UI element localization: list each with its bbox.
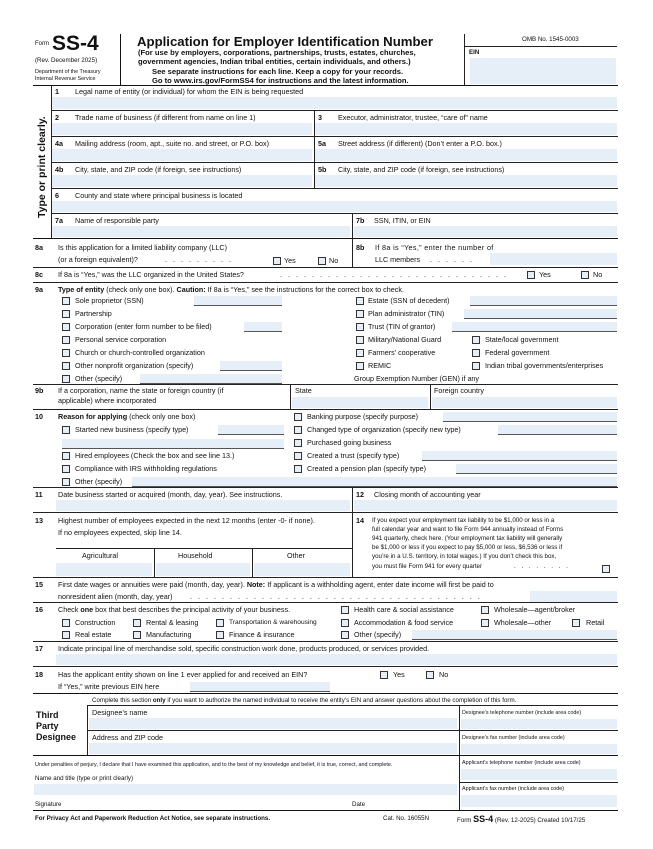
other-reason-field[interactable] — [132, 477, 617, 487]
form-label: Form — [35, 41, 49, 47]
remic-checkbox[interactable] — [356, 362, 364, 370]
care-of-name-field[interactable] — [315, 123, 617, 135]
line-12-label: Closing month of accounting year — [374, 490, 481, 499]
other-nonprofit-checkbox[interactable] — [62, 362, 70, 370]
reason-title: Reason for applying — [58, 412, 128, 421]
dot-leader: . . . . . . . . . . . . . . . . . . . . . . . . . . . . . . . . . . . . . — [190, 592, 482, 601]
line-8b-label: If 8a is “Yes,” enter the number of — [375, 243, 494, 252]
household-field[interactable] — [156, 563, 250, 576]
third-party-heading-1: Third — [36, 710, 59, 720]
designee-fax-field[interactable] — [461, 744, 617, 754]
other-nonprofit-field[interactable] — [220, 361, 282, 371]
line-6-number: 6 — [55, 191, 59, 200]
form-footer-id — [457, 814, 585, 824]
first-wages-date-field[interactable] — [530, 591, 617, 602]
8c-no-checkbox[interactable] — [581, 271, 589, 279]
retail-label: Retail — [586, 618, 605, 627]
line-8c-number: 8c — [35, 270, 43, 279]
other-activity-checkbox[interactable] — [341, 631, 349, 639]
third-party-heading-3: Designee — [36, 732, 77, 742]
line-16-text-a: Check — [58, 605, 81, 614]
line-5b-label: City, state, and ZIP code (if foreign, see instructions) — [338, 165, 505, 174]
line-15-number: 15 — [35, 580, 43, 589]
irs-withholding-label: Compliance with IRS withholding regulations — [75, 464, 217, 473]
purchased-business-checkbox[interactable] — [294, 439, 302, 447]
farmers-coop-label: Farmers’ cooperative — [368, 348, 436, 357]
federal-gov-label: Federal government — [485, 348, 550, 357]
line-7a-label: Name of responsible party — [75, 216, 159, 225]
line-8a-number: 8a — [35, 243, 43, 252]
remic-label: REMIC — [368, 361, 392, 370]
line-14-text-3: 941 quarterly, check here. (Your employment tax liability will generally — [372, 535, 563, 542]
line-14-text-4: be $1,000 or less if you expect to pay $5,000 or less, $6,536 or less if — [372, 544, 563, 551]
ein-label: EIN — [469, 49, 480, 56]
line-14-number: 14 — [356, 516, 364, 525]
applicant-phone-field[interactable] — [461, 769, 617, 780]
line-5a-label: Street address (if different) (Don’t enter a P.O. box.) — [338, 139, 502, 148]
transportation-label: Transportation & warehousing — [229, 619, 317, 626]
applicant-fax-field[interactable] — [461, 795, 617, 807]
18-no-label: No — [439, 670, 449, 679]
type-of-entity-note: (check only one box). — [104, 285, 177, 294]
sole-proprietor-ssn-field[interactable] — [194, 296, 282, 306]
hired-employees-checkbox[interactable] — [62, 452, 70, 460]
street-city-field[interactable] — [315, 175, 617, 187]
other-nonprofit-label: Other nonprofit organization (specify) — [75, 361, 194, 370]
line-18-label: Has the applicant entity shown on line 1 ever applied for and received an EIN? — [58, 670, 308, 679]
rental-leasing-label: Rental & leasing — [146, 618, 199, 627]
line-16-label — [58, 606, 290, 614]
8a-no-checkbox[interactable] — [318, 257, 326, 265]
other-reason-label: Other (specify) — [75, 477, 123, 486]
type-of-entity-title: Type of entity — [58, 285, 105, 294]
health-care-checkbox[interactable] — [341, 606, 349, 614]
plan-administrator-checkbox[interactable] — [356, 310, 364, 318]
other-reason-checkbox[interactable] — [62, 478, 70, 486]
line-9b-label-2: applicable) where incorporated — [58, 396, 157, 405]
street-address-field[interactable] — [315, 149, 617, 161]
line-15-note-label: Note: — [246, 580, 266, 589]
line-8c-label: If 8a is “Yes,” was the LLC organized in the United States? — [58, 270, 244, 279]
estate-checkbox[interactable] — [356, 297, 364, 305]
form-number: SS-4 — [52, 32, 99, 55]
other-entity-label: Other (specify) — [75, 374, 123, 383]
line-5a-number: 5a — [318, 139, 326, 148]
dot-leader: . . . . . . . . — [514, 563, 570, 570]
form-944-checkbox[interactable] — [602, 565, 610, 573]
applicant-phone-label: Applicant’s telephone number (include area code) — [462, 760, 581, 766]
started-new-business-label: Started new business (specify type) — [75, 425, 189, 434]
plan-administrator-tin-field[interactable] — [464, 309, 617, 319]
mailing-address-field[interactable] — [52, 149, 312, 161]
applicant-fax-label: Applicant’s fax number (include area code) — [462, 786, 565, 792]
line-2-number: 2 — [55, 113, 59, 122]
name-title-label: Name and title (type or print clearly) — [35, 775, 134, 782]
line-13-number: 13 — [35, 516, 43, 525]
changed-org-checkbox[interactable] — [294, 426, 302, 434]
pension-plan-checkbox[interactable] — [294, 465, 302, 473]
accommodation-checkbox[interactable] — [341, 619, 349, 627]
manufacturing-label: Manufacturing — [146, 630, 192, 639]
line-16-text-b: box that best describes the principal activity of your business. — [93, 605, 291, 614]
pension-plan-label: Created a pension plan (specify type) — [307, 464, 427, 473]
line-9a-heading — [58, 286, 404, 294]
trust-tin-field[interactable] — [452, 322, 617, 332]
indian-tribal-checkbox[interactable] — [472, 362, 480, 370]
line-16-one: one — [80, 605, 94, 614]
llc-members-field[interactable] — [490, 253, 617, 265]
dot-leader: . . . . . . . . . — [165, 255, 233, 264]
other-employees-field[interactable] — [254, 563, 350, 576]
perjury-statement: Under penalties of perjury, I declare that I have examined this application, and to the best of my knowledge and belief, it is true, correct, and complete. — [35, 762, 393, 768]
dot-leader: . . . . . . — [430, 255, 474, 264]
subtitle-1: (For use by employers, corporations, partnerships, trusts, estates, churches, — [138, 48, 416, 57]
previous-ein-field[interactable] — [190, 682, 330, 692]
line-3-number: 3 — [318, 113, 322, 122]
household-label: Household — [178, 551, 213, 560]
line-14-text-6: you must file Form 941 for every quarter — [372, 563, 483, 570]
wholesale-other-checkbox[interactable] — [481, 619, 489, 627]
line-9a-number: 9a — [35, 285, 43, 294]
line-7a-number: 7a — [55, 216, 63, 225]
line-2-label: Trade name of business (if different from name on line 1) — [75, 113, 256, 122]
form-title: Application for Employer Identification Number — [137, 34, 434, 49]
line-9b-number: 9b — [35, 386, 44, 395]
created-trust-label: Created a trust (specify type) — [307, 451, 400, 460]
line-14-text-1: If you expect your employment tax liability to be $1,000 or less in a — [372, 517, 555, 524]
legal-name-field[interactable] — [52, 97, 617, 109]
line-11-number: 11 — [35, 490, 43, 499]
date-started-field[interactable] — [56, 500, 350, 511]
intro-text-b: if you want to authorize the named individual to receive the entity’s EIN and answer questions about the completion of this form. — [165, 697, 517, 704]
line-6-label: County and state where principal business is located — [75, 191, 243, 200]
intro-text-a: Complete this section — [92, 697, 153, 704]
footer-form-label: Form — [457, 817, 474, 824]
military-checkbox[interactable] — [356, 336, 364, 344]
8c-yes-checkbox[interactable] — [527, 271, 535, 279]
foreign-country-label: Foreign country — [434, 386, 484, 395]
other-activity-label: Other (specify) — [354, 630, 402, 639]
wholesale-other-label: Wholesale—other — [494, 618, 552, 627]
line-7b-number: 7b — [356, 216, 365, 225]
signature-label: Signature — [35, 801, 62, 808]
address-zip-label: Address and ZIP code — [92, 733, 163, 742]
8a-yes-checkbox[interactable] — [273, 257, 281, 265]
other-entity-checkbox[interactable] — [62, 375, 70, 383]
line-10-heading — [58, 413, 195, 421]
department: Department of the Treasury — [35, 69, 101, 75]
line-4b-number: 4b — [55, 165, 64, 174]
line-13-label-2: If no employees expected, skip line 14. — [58, 528, 182, 537]
gen-label: Group Exemption Number (GEN) if any — [354, 374, 480, 383]
purchased-business-label: Purchased going business — [307, 438, 392, 447]
8c-yes-label: Yes — [539, 270, 551, 279]
agricultural-label: Agricultural — [82, 551, 118, 560]
line-10-number: 10 — [35, 412, 43, 421]
health-care-label: Health care & social assistance — [354, 605, 454, 614]
designee-fax-label: Designee’s fax number (include area code) — [462, 735, 565, 741]
construction-checkbox[interactable] — [62, 619, 70, 627]
line-8a-label: Is this application for a limited liability company (LLC) — [58, 243, 227, 252]
ssn-itin-ein-field[interactable] — [354, 226, 617, 237]
changed-org-label: Changed type of organization (specify new type) — [307, 425, 461, 434]
sole-proprietor-checkbox[interactable] — [62, 297, 70, 305]
rental-leasing-checkbox[interactable] — [133, 619, 141, 627]
line-3-label: Executor, administrator, trustee, “care of” name — [338, 113, 488, 122]
footer-form-number: SS-4 — [473, 814, 494, 824]
started-new-business-checkbox[interactable] — [62, 426, 70, 434]
designee-name-label: Designee’s name — [92, 708, 148, 717]
state-local-gov-label: State/local government — [485, 335, 559, 344]
personal-service-corp-checkbox[interactable] — [62, 336, 70, 344]
third-party-heading-2: Party — [36, 721, 59, 731]
real-estate-checkbox[interactable] — [62, 631, 70, 639]
designee-address-field[interactable] — [89, 743, 457, 754]
church-label: Church or church-controlled organization — [75, 348, 205, 357]
line-13-label: Highest number of employees expected in the next 12 months (enter -0- if none). — [58, 516, 315, 525]
retail-checkbox[interactable] — [572, 619, 580, 627]
estate-ssn-field[interactable] — [470, 296, 617, 306]
farmers-coop-checkbox[interactable] — [356, 349, 364, 357]
corporation-label: Corporation (enter form number to be filed) — [75, 322, 212, 331]
hired-employees-label: Hired employees (Check the box and see line 13.) — [75, 451, 235, 460]
closing-month-field[interactable] — [354, 500, 617, 511]
caution-label: Caution: — [176, 285, 206, 294]
line-4b-label: City, state, and ZIP code (if foreign, see instructions) — [75, 165, 242, 174]
dot-leader: . . . . . . . . . . . . . . . . . . . . . . . . . . . . . — [280, 270, 508, 279]
created-trust-field[interactable] — [422, 451, 617, 461]
line-1-label: Legal name of entity (or individual) for whom the EIN is being requested — [75, 87, 304, 96]
line-8b-label-2: LLC members — [375, 255, 421, 264]
line-9b-label: If a corporation, name the state or foreign country (if — [58, 386, 224, 395]
banking-purpose-checkbox[interactable] — [294, 413, 302, 421]
manufacturing-checkbox[interactable] — [133, 631, 141, 639]
line-18-number: 18 — [35, 670, 43, 679]
line-17-number: 17 — [35, 644, 43, 653]
line-11-label: Date business started or acquired (month, day, year). See instructions. — [58, 490, 283, 499]
line-8b-number: 8b — [356, 243, 365, 252]
privacy-notice: For Privacy Act and Paperwork Reduction Act Notice, see separate instructions. — [35, 815, 271, 822]
ein-field[interactable] — [470, 58, 616, 84]
county-state-field[interactable] — [52, 201, 617, 212]
mailing-city-field[interactable] — [52, 175, 312, 187]
real-estate-label: Real estate — [75, 630, 112, 639]
third-party-intro — [92, 697, 516, 704]
line-15-label-2: nonresident alien (month, day, year) — [58, 592, 173, 601]
other-activity-field[interactable] — [412, 630, 617, 640]
partnership-checkbox[interactable] — [62, 310, 70, 318]
banking-purpose-label: Banking purpose (specify purpose) — [307, 412, 419, 421]
subtitle-3: See separate instructions for each line. Keep a copy for your records. — [152, 67, 404, 76]
line-1-number: 1 — [55, 87, 59, 96]
finance-insurance-checkbox[interactable] — [216, 631, 224, 639]
incorporation-country-field[interactable] — [432, 397, 617, 408]
caution-text: If 8a is “Yes,” see the instructions for the correct box to check. — [205, 285, 404, 294]
line-5b-number: 5b — [318, 165, 327, 174]
irs-withholding-checkbox[interactable] — [62, 465, 70, 473]
military-label: Military/National Guard — [368, 335, 442, 344]
new-business-type-field[interactable] — [218, 425, 284, 435]
incorporation-state-field[interactable] — [292, 397, 428, 408]
subtitle-4: Go to www.irs.gov/FormSS4 for instructions and the latest information. — [152, 76, 409, 85]
8a-no-label: No — [329, 256, 339, 265]
designee-phone-label: Designee’s telephone number (include area code) — [462, 710, 582, 716]
corporation-checkbox[interactable] — [62, 323, 70, 331]
personal-service-corp-label: Personal service corporation — [75, 335, 167, 344]
agency: Internal Revenue Service — [35, 76, 96, 82]
line-8a-label-2: (or a foreign equivalent)? — [58, 255, 138, 264]
line-18-label-2: If “Yes,” write previous EIN here — [58, 682, 160, 691]
state-label: State — [295, 386, 312, 395]
catalog-number: Cat. No. 16055N — [383, 815, 430, 822]
plan-administrator-label: Plan administrator (TIN) — [368, 309, 445, 318]
date-label: Date — [352, 801, 366, 808]
corporation-form-field[interactable] — [244, 322, 282, 332]
line-7b-label: SSN, ITIN, or EIN — [374, 216, 431, 225]
line-15-note-text: If applicant is a withholding agent, enter date income will first be paid to — [265, 580, 494, 589]
revision-date: (Rev. December 2025) — [35, 57, 98, 64]
trade-name-field[interactable] — [52, 123, 312, 135]
created-trust-checkbox[interactable] — [294, 452, 302, 460]
designee-name-field[interactable] — [89, 718, 457, 729]
accommodation-label: Accommodation & food service — [354, 618, 454, 627]
banking-purpose-field[interactable] — [443, 412, 617, 422]
changed-org-field[interactable] — [498, 425, 617, 435]
trust-label: Trust (TIN of grantor) — [368, 322, 436, 331]
line-16-number: 16 — [35, 605, 43, 614]
reason-note: (check only one box) — [127, 412, 196, 421]
line-14-text-5: you’re in a U.S. territory, in total wages.) If you don’t check this box, — [372, 553, 557, 560]
trust-checkbox[interactable] — [356, 323, 364, 331]
partnership-label: Partnership — [75, 309, 112, 318]
8c-no-label: No — [593, 270, 603, 279]
footer-form-rev: (Rev. 12-2025) Created 10/17/25 — [493, 817, 586, 824]
sole-proprietor-label: Sole proprietor (SSN) — [75, 296, 144, 305]
wholesale-agent-label: Wholesale—agent/broker — [494, 605, 576, 614]
intro-only: only — [152, 697, 166, 704]
federal-gov-checkbox[interactable] — [472, 349, 480, 357]
agricultural-field[interactable] — [56, 563, 152, 576]
line-12-number: 12 — [356, 490, 364, 499]
responsible-party-field[interactable] — [52, 226, 350, 237]
line-15-label — [58, 581, 494, 589]
omb-number: OMB No. 1545-0003 — [522, 36, 579, 43]
other-entity-field[interactable] — [140, 374, 282, 384]
wholesale-agent-checkbox[interactable] — [481, 606, 489, 614]
line-17-label: Indicate principal line of merchandise sold, specific construction work done, products produced, or services provided. — [58, 644, 430, 653]
indian-tribal-label: Indian tribal governments/enterprises — [485, 361, 604, 370]
new-business-type-field-2[interactable] — [62, 439, 284, 449]
type-or-print-label: Type or print clearly. — [36, 116, 48, 218]
line-15-text: First date wages or annuities were paid (month, day, year). — [58, 580, 247, 589]
church-checkbox[interactable] — [62, 349, 70, 357]
line-4a-label: Mailing address (room, apt., suite no. and street, or P.O. box) — [75, 139, 270, 148]
merchandise-field[interactable] — [56, 654, 617, 665]
construction-label: Construction — [75, 618, 116, 627]
state-local-gov-checkbox[interactable] — [472, 336, 480, 344]
18-yes-checkbox[interactable] — [380, 671, 388, 679]
transportation-checkbox[interactable] — [216, 619, 224, 627]
18-yes-label: Yes — [393, 670, 405, 679]
finance-insurance-label: Finance & insurance — [229, 630, 295, 639]
designee-phone-field[interactable] — [461, 719, 617, 729]
name-title-field[interactable] — [34, 784, 457, 795]
line-4a-number: 4a — [55, 139, 63, 148]
pension-plan-field[interactable] — [456, 464, 617, 474]
subtitle-2: government agencies, Indian tribal entities, certain individuals, and others.) — [138, 57, 411, 66]
8a-yes-label: Yes — [284, 256, 296, 265]
estate-label: Estate (SSN of decedent) — [368, 296, 450, 305]
18-no-checkbox[interactable] — [426, 671, 434, 679]
other-employees-label: Other — [287, 551, 305, 560]
line-14-text-2: full calendar year and want to file Form 944 annually instead of Forms — [372, 526, 564, 533]
